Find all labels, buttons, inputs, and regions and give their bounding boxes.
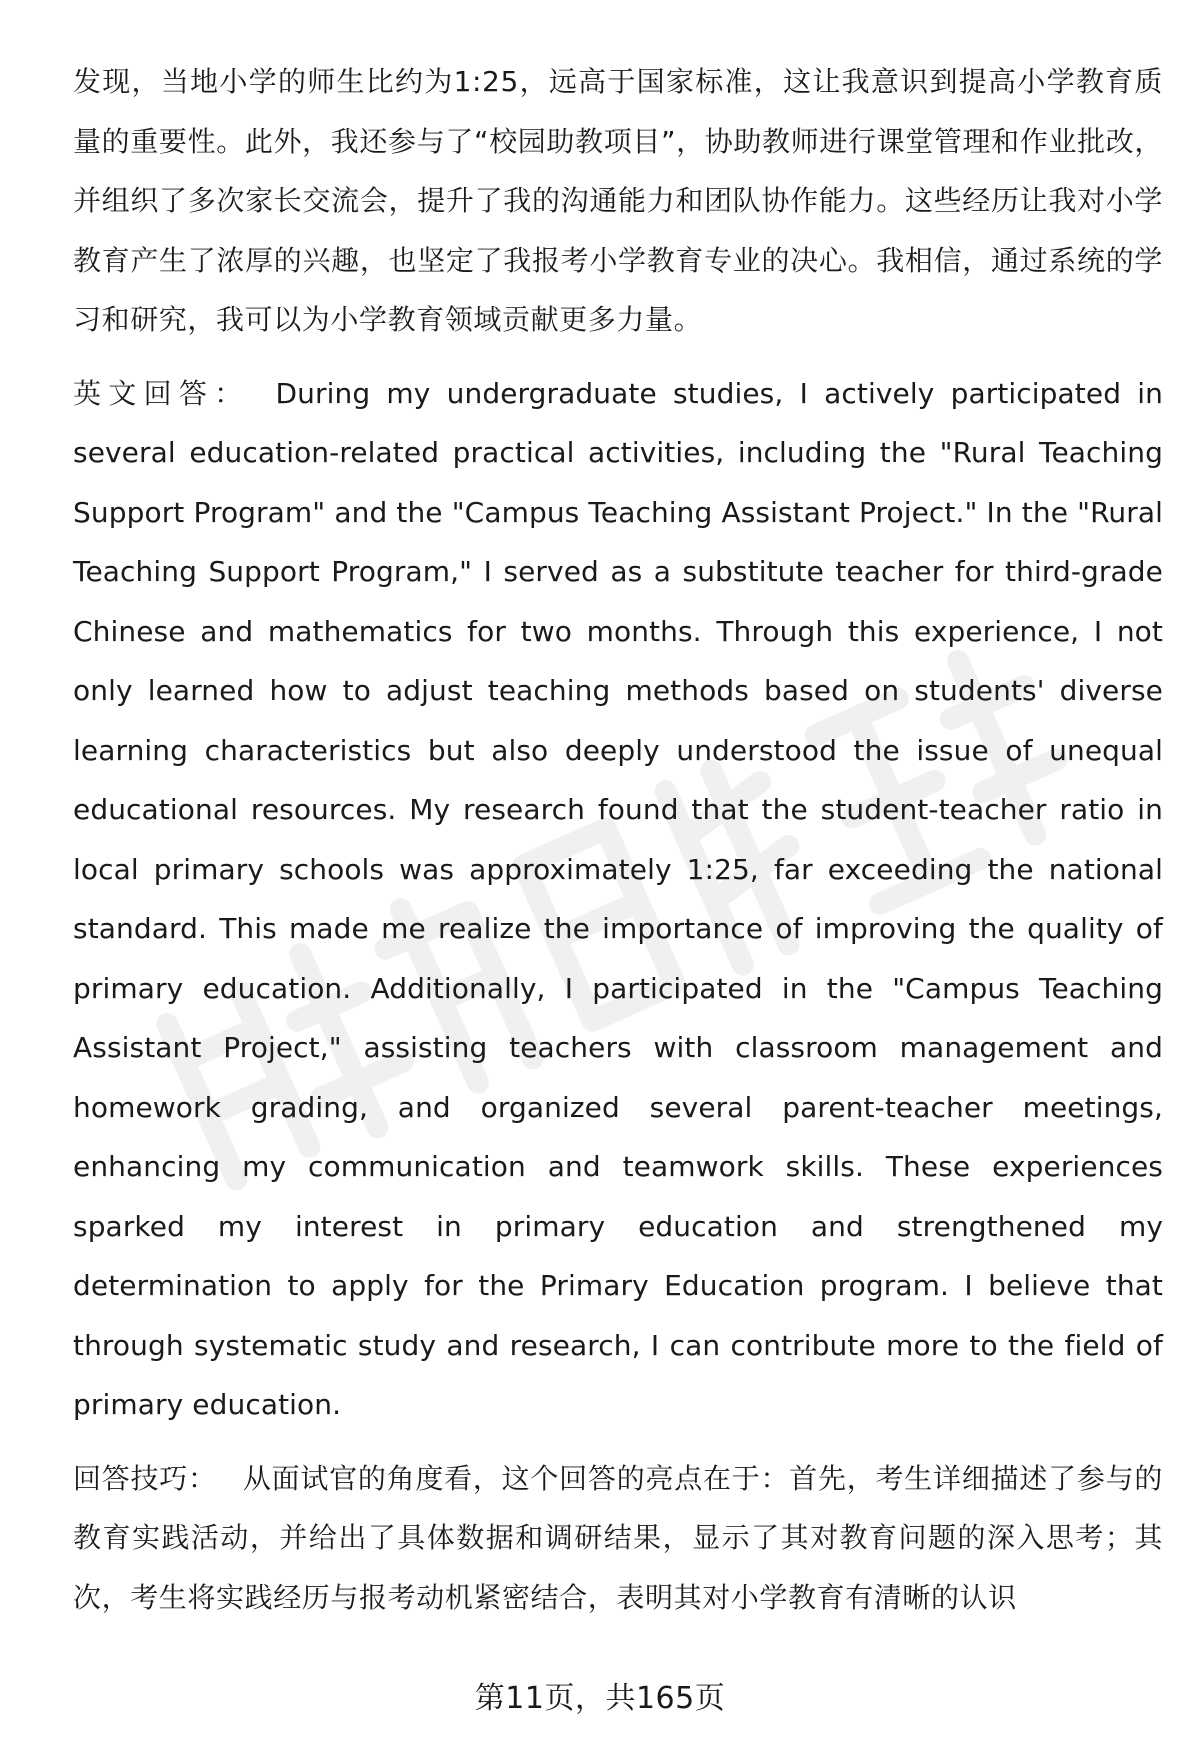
answer-tips-text: 从面试官的角度看，这个回答的亮点在于：首先，考生详细描述了参与的教育实践活动，并给出了具体数据和调研结果，显示了其对教育问题的深入思考；其次，考生将实践经历与报考动机紧密结合，表明其对小学教育有清晰的认识	[73, 1461, 1163, 1614]
english-answer-text: During my undergraduate studies, I actively participated in several education-related practical activities, including the "Rural Teaching Support Program" and the "Campus Teaching Assistant Project." In the "Rural Teaching Support Program," I served as a substitute teacher for third-grade Chinese and mathematics for two months. Through this experience, I not only learned how to adjust teaching methods based on students' diverse learning characteristics but also deeply understood the issue of unequal educational resources. My research found that the student-teacher ratio in local primary schools was approximately 1:25, far exceeding the national standard. This made me realize the importance of improving the quality of primary education. Additionally, I participated in the "Campus Teaching Assistant Project," assisting teachers with classroom management and homework grading, and organized several parent-teacher meetings, enhancing my communication and teamwork skills. These experiences sparked my interest in primary education and strengthened my determination to apply for the Primary Education program. I believe that through systematic study and research, I can contribute more to the field of primary education.	[73, 376, 1163, 1421]
paragraph-english-answer	[73, 364, 1163, 1435]
paragraph-chinese-continuation: 发现，当地小学的师生比约为1:25，远高于国家标准，这让我意识到提高小学教育质量的重要性。此外，我还参与了“校园助教项目”，协助教师进行课堂管理和作业批改，并组织了多次家长交流会，提升了我的沟通能力和团队协作能力。这些经历让我对小学教育产生了浓厚的兴趣，也坚定了我报考小学教育专业的决心。我相信，通过系统的学习和研究，我可以为小学教育领域贡献更多力量。	[73, 65, 1163, 336]
page-number-footer: 第11页，共165页	[474, 1681, 726, 1716]
paragraph-answer-tips	[73, 1449, 1163, 1628]
english-answer-label: 英文回答：	[73, 376, 250, 410]
document-body	[73, 52, 1163, 1627]
answer-tips-label: 回答技巧：	[73, 1461, 217, 1495]
